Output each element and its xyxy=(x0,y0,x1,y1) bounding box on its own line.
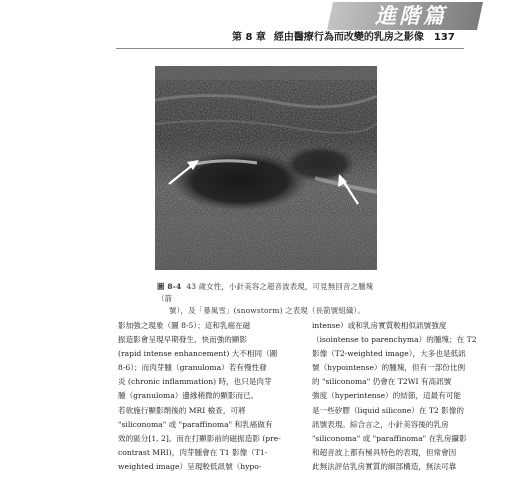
body-line: 強度（hyperintense）的結節，這最有可能 xyxy=(312,391,462,401)
body-line: "siliconoma" 或 "paraffinoma" 和乳癌做有 xyxy=(118,419,273,429)
body-line: 若欲施行顯影劑後的 MRI 檢查，可將 xyxy=(118,405,246,415)
body-line: 腫（granuloma）邊緣稍微的顯影而已。 xyxy=(118,391,259,401)
running-header xyxy=(232,30,462,46)
chapter-label: 第 8 章 xyxy=(232,32,266,43)
body-line: 8-6）；而肉芽腫（granuloma）若有慢性發 xyxy=(118,363,267,373)
caption-line: 圖 8-4 43 歲女性，小針美容之超音波表現，可見無回音之腫塊（箭 xyxy=(157,282,374,303)
ultrasound-image xyxy=(155,66,377,270)
page-number: 137 xyxy=(433,32,455,43)
figure-label: 圖 8-4 xyxy=(157,282,182,291)
body-line: weighted image）呈現較低訊號（hypo- xyxy=(118,461,262,471)
body-line: 炎 (chronic inflammation) 時，也只是肉芽 xyxy=(118,377,272,387)
header-rule xyxy=(116,48,464,49)
body-line: 此無法評估乳房實質的細部構造，無法可靠 xyxy=(312,461,457,471)
body-line: 影像（T2-weighted image），大多也是低訊 xyxy=(312,349,466,359)
body-left-column xyxy=(118,319,294,474)
body-line: intense）或和乳房實質較相似訊號強度 xyxy=(312,321,447,330)
body-line: 訊號表現。綜合言之，小針美容後的乳房 xyxy=(312,419,449,429)
body-line: 號（hypointense）的腫塊，但有一部份比例 xyxy=(312,363,466,373)
body-line: 和超音波上都有極具特色的表現，但常會因 xyxy=(312,447,457,457)
body-line: 是一些矽膠（liquid silicone）在 T2 影像的 xyxy=(312,405,464,415)
body-line: 振造影會呈現早期發生、快而強的顯影 xyxy=(118,335,248,345)
body-line: 的 "siliconoma" 仍會在 T2WI 有高訊號 xyxy=(312,377,452,387)
body-line: 效的區分[1, 2]。而在打顯影前的磁振造影 (pre- xyxy=(118,433,281,443)
body-line: (rapid intense enhancement) 大不相同（圖 xyxy=(118,349,278,359)
body-line: contrast MRI)，肉芽腫會在 T1 影像（T1- xyxy=(118,447,268,457)
body-line: "siliconoma" 或 "paraffinoma" 在乳房攝影 xyxy=(312,433,467,443)
body-line: （isointense to parenchyma）的腫塊；在 T2 xyxy=(312,335,477,345)
body-right-column xyxy=(312,319,484,474)
chapter-title: 經由醫療行為而改變的乳房之影像 xyxy=(273,32,424,43)
body-line: 影加強之現象（圖 8-5）；這和乳癌在磁 xyxy=(118,321,251,330)
section-banner-label: 進階篇 xyxy=(375,4,447,28)
figure-caption xyxy=(157,281,379,317)
caption-line: 號），及「暴風雪」(snowstorm) 之表現（長箭號組織）。 xyxy=(169,306,366,315)
